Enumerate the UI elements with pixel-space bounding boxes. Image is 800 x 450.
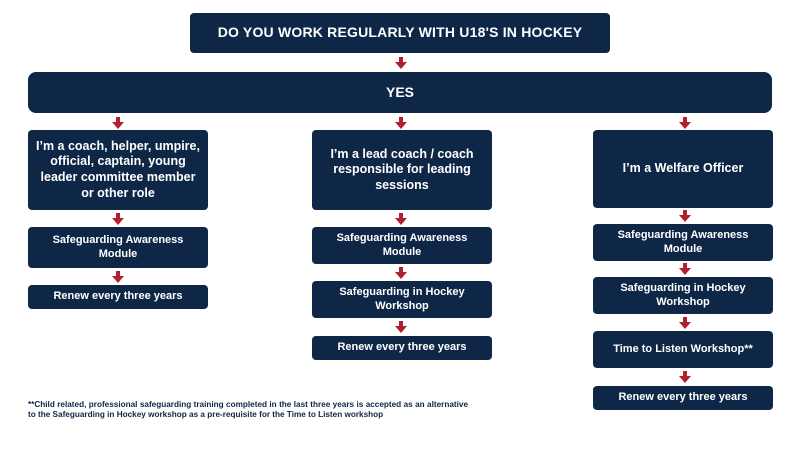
- arrow-down-icon: [679, 117, 691, 129]
- step-text: Safeguarding in Hockey Workshop: [620, 281, 746, 308]
- step-text: Time to Listen Workshop**: [613, 342, 753, 355]
- role-box-coach: [28, 130, 208, 210]
- arrow-down-icon: [679, 263, 691, 275]
- step-box: [312, 281, 492, 318]
- role-text: I’m a lead coach / coach responsible for leading sessions: [330, 146, 474, 192]
- step-text: Safeguarding Awareness Module: [336, 231, 468, 258]
- arrow-down-icon: [395, 57, 407, 69]
- question-text: DO YOU WORK REGULARLY WITH U18'S IN HOCKEY: [217, 24, 583, 41]
- arrow-down-icon: [112, 271, 124, 283]
- step-text: Renew every three years: [337, 341, 467, 354]
- step-box: [593, 386, 773, 410]
- arrow-down-icon: [395, 267, 407, 279]
- role-box-lead-coach: [312, 130, 492, 210]
- arrow-down-icon: [395, 213, 407, 225]
- role-text: I’m a Welfare Officer: [622, 161, 744, 176]
- arrow-down-icon: [112, 213, 124, 225]
- step-text: Renew every three years: [618, 391, 748, 404]
- step-text: Safeguarding in Hockey Workshop: [339, 285, 465, 312]
- role-box-welfare-officer: [593, 130, 773, 208]
- step-box: [312, 336, 492, 360]
- step-box: [28, 285, 208, 309]
- step-box: [593, 224, 773, 261]
- yes-text: YES: [385, 83, 414, 100]
- step-text: Safeguarding Awareness Module: [52, 233, 184, 260]
- step-text: Safeguarding Awareness Module: [617, 228, 749, 255]
- role-text: I’m a coach, helper, umpire, official, captain, young leader committee member or other role: [36, 138, 200, 200]
- step-text: Renew every three years: [53, 290, 183, 303]
- yes-box: [28, 72, 772, 113]
- step-box: [28, 227, 208, 268]
- step-box: [312, 227, 492, 264]
- arrow-down-icon: [395, 117, 407, 129]
- arrow-down-icon: [395, 321, 407, 333]
- arrow-down-icon: [679, 371, 691, 383]
- step-box: [593, 277, 773, 314]
- arrow-down-icon: [112, 117, 124, 129]
- question-box: [190, 13, 610, 53]
- arrow-down-icon: [679, 210, 691, 222]
- arrow-down-icon: [679, 317, 691, 329]
- footnote: **Child related, professional safeguarding training completed in the last three years is accepted as an alternative to the Safeguarding in Hockey workshop as a pre-requisite for the Time to Listen workshop: [28, 400, 468, 419]
- step-box: [593, 331, 773, 368]
